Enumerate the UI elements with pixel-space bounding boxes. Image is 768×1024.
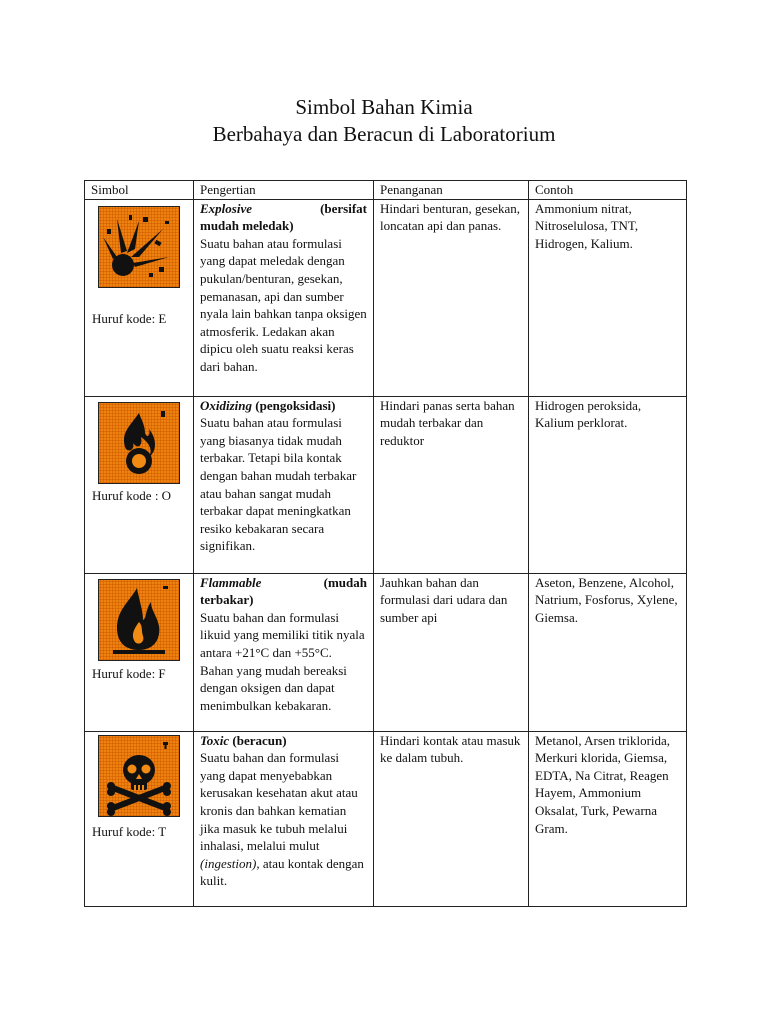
hazard-name: Explosive (200, 200, 252, 216)
hazard-definition: Suatu bahan atau formulasi yang biasanya tidak mudah terbakar. Tetapi bila kontak dengan bahan mudah terbakar atau bahan sangat mudah terbakar dapat meningkatkan resiko kebakaran secara signifikan. (200, 415, 357, 554)
hazard-name-desc-2: terbakar) (200, 592, 254, 608)
hazard-name: Toxic (200, 732, 230, 748)
examples-cell: Hidrogen peroksida, Kalium perklorat. (529, 396, 687, 573)
table-row (85, 573, 687, 731)
hazard-name: Flammable (200, 574, 262, 590)
title-line-2: Berbahaya dan Beracun di Laboratorium (212, 122, 556, 146)
hazard-name-desc: (mudah (323, 574, 367, 590)
handling-cell: Hindari benturan, gesekan, loncatan api dan panas. (374, 199, 529, 396)
header-simbol: Simbol (85, 181, 194, 200)
examples-cell: Ammonium nitrat, Nitroselulosa, TNT, Hidrogen, Kalium. (529, 199, 687, 396)
table-row (85, 199, 687, 396)
definition-cell (194, 573, 374, 731)
header-pengertian: Pengertian (194, 181, 374, 200)
table-row (85, 731, 687, 906)
hazard-definition-part-2: atau kontak dengan kulit. (200, 855, 364, 889)
symbol-cell (85, 199, 194, 396)
hazard-code: Huruf kode : O (92, 487, 172, 503)
hazard-definition: Suatu bahan dan formulasi likuid yang memiliki titik nyala antara +21°C dan +55°C. Bahan yang mudah bereaksi dengan oksigen dan dapat menimbulkan kebakaran. (200, 609, 365, 713)
symbol-cell (85, 396, 194, 573)
hazard-name-desc-2: mudah meledak) (200, 218, 294, 234)
hazard-symbol-table (84, 180, 687, 907)
handling-cell: Hindari kontak atau masuk ke dalam tubuh. (374, 731, 529, 906)
hazard-definition-italic: (ingestion), (200, 855, 260, 871)
explosive-icon (98, 206, 180, 288)
definition-cell (194, 731, 374, 906)
hazard-code: Huruf kode: T (92, 823, 167, 839)
handling-cell: Jauhkan bahan dan formulasi dari udara dan sumber api (374, 573, 529, 731)
toxic-icon (98, 735, 180, 817)
symbol-cell (85, 573, 194, 731)
hazard-definition (200, 749, 367, 890)
hazard-name-desc: (beracun) (232, 732, 287, 748)
oxidizing-icon (98, 402, 180, 484)
hazard-definition-part-1: Suatu bahan dan formulasi yang dapat menyebabkan kerusakan kesehatan akut atau kronis dan bahkan kematian jika masuk ke tubuh melalui inhalasi, melalui mulut (200, 750, 358, 854)
table-header-row (85, 181, 687, 200)
header-contoh: Contoh (529, 181, 687, 200)
hazard-name: Oxidizing (200, 397, 253, 413)
title-line-1: Simbol Bahan Kimia (295, 95, 473, 119)
hazard-code: Huruf kode: E (92, 310, 167, 326)
handling-cell: Hindari panas serta bahan mudah terbakar dan reduktor (374, 396, 529, 573)
page-title (0, 94, 768, 148)
definition-cell (194, 396, 374, 573)
symbol-cell (85, 731, 194, 906)
examples-cell: Aseton, Benzene, Alcohol, Natrium, Fosforus, Xylene, Giemsa. (529, 573, 687, 731)
header-penanganan: Penanganan (374, 181, 529, 200)
hazard-name-desc: (pengoksidasi) (255, 397, 336, 413)
hazard-definition: Suatu bahan atau formulasi yang dapat meledak dengan pukulan/benturan, gesekan, pemanasan, api dan sumber nyala lain bahkan tanpa oksigen atmosferik. Ledakan akan dipicu oleh suatu reaksi keras dari bahan. (200, 235, 367, 374)
hazard-code: Huruf kode: F (92, 665, 166, 681)
examples-cell: Metanol, Arsen triklorida, Merkuri klorida, Giemsa, EDTA, Na Citrat, Reagen Hayem, Ammonium Oksalat, Turk, Pewarna Gram. (529, 731, 687, 906)
table-row (85, 396, 687, 573)
hazard-name-desc: (bersifat (320, 200, 367, 216)
definition-cell (194, 199, 374, 396)
flammable-icon (98, 579, 180, 661)
